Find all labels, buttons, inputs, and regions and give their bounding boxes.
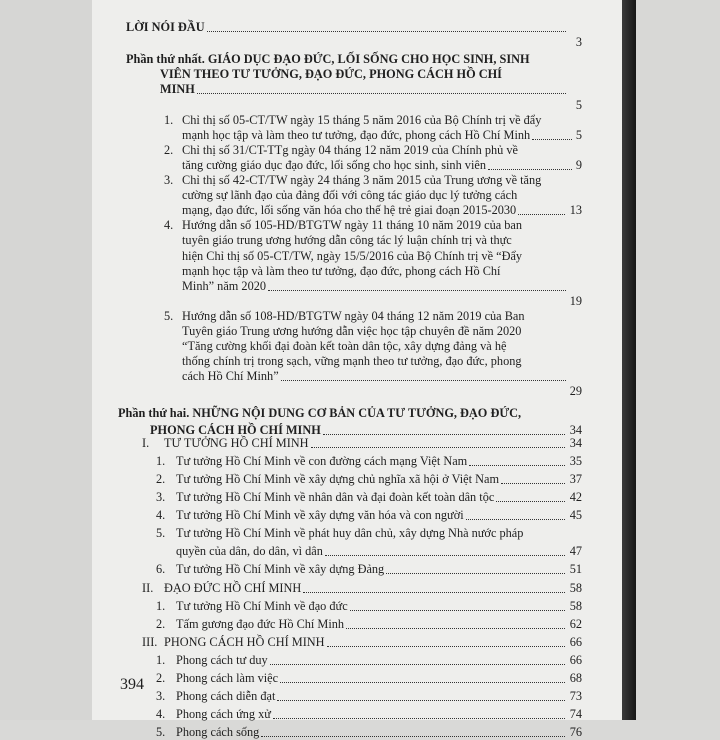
item-text: Minh” năm 2020	[182, 278, 267, 293]
part2-heading: Phần thứ hai. NHỮNG NỘI DUNG CƠ BẢN CỦA TƯ TƯỞNG, ĐẠO ĐỨC,	[118, 405, 522, 420]
item-text: thống chính trị trong sạch, vững mạnh theo tư tưởng, đạo đức, phong	[182, 354, 522, 369]
dot-leader	[346, 627, 565, 629]
item-text: hiện Chỉ thị số 05-CT/TW, ngày 15/5/2016 của Bộ Chính trị về “Đẩy	[182, 248, 523, 263]
item-number: 2.	[156, 616, 166, 631]
item-number: 3.	[156, 490, 166, 504]
item-text: Tư tưởng Hồ Chí Minh về con đường cách mạng Việt Nam	[176, 453, 468, 468]
item-text: mạnh học tập và làm theo tư tưởng, đạo đức, phong cách Hồ Chí	[182, 263, 501, 278]
page-number: 394	[120, 676, 144, 693]
dot-leader	[270, 663, 565, 665]
page-ref: 76	[569, 725, 582, 740]
section-number: II.	[142, 580, 154, 595]
page-ref: 68	[569, 671, 582, 685]
item-text: Tư tưởng Hồ Chí Minh về xây dựng Đảng	[176, 562, 385, 577]
page-ref: 5	[575, 97, 582, 112]
part1-heading: VIÊN THEO TƯ TƯỞNG, ĐẠO ĐỨC, PHONG CÁCH HỒ CHÍ	[160, 67, 502, 82]
dot-leader	[311, 446, 565, 448]
item-number: 4.	[156, 707, 166, 722]
page-ref: 66	[569, 634, 582, 649]
right-background	[636, 0, 720, 720]
item-text: mạng, đạo đức, lối sống văn hóa cho thế hệ trẻ giai đoạn 2015-2030	[182, 203, 517, 218]
part2-heading: PHONG CÁCH HỒ CHÍ MINH	[150, 422, 321, 437]
item-number: 5.	[156, 725, 166, 740]
item-number: 6.	[156, 562, 166, 577]
page-ref: 62	[569, 616, 582, 631]
dot-leader	[350, 609, 565, 611]
item-text: tăng cường giáo dục đạo đức, lối sống cho học sinh, sinh viên	[182, 157, 486, 172]
item-text: Chỉ thị số 05-CT/TW ngày 15 tháng 5 năm 2016 của Bộ Chính trị về đẩy	[182, 112, 542, 127]
item-text: Tư tưởng Hồ Chí Minh về xây dựng văn hóa và con người	[176, 508, 464, 523]
item-text: Phong cách sống	[176, 725, 260, 740]
part1-heading: MINH	[160, 82, 195, 97]
item-number: 1.	[156, 652, 166, 667]
item-number: 5.	[164, 308, 174, 323]
dot-leader	[261, 735, 565, 737]
item-text: mạnh học tập và làm theo tư tưởng, đạo đức, phong cách Hồ Chí Minh	[182, 127, 531, 142]
item-number: 2.	[156, 671, 166, 685]
dot-leader	[303, 591, 565, 593]
item-text: Phong cách ứng xử	[176, 707, 271, 722]
foreword-entry: LỜI NÓI ĐẦU	[126, 20, 205, 34]
dot-leader	[268, 289, 566, 291]
item-text: Tấm gương đạo đức Hồ Chí Minh	[176, 616, 345, 631]
item-text: Hướng dẫn số 105-HD/BTGTW ngày 11 tháng 10 năm 2019 của ban	[182, 218, 523, 233]
item-text: Phong cách tư duy	[176, 652, 268, 667]
item-text: Tư tưởng Hồ Chí Minh về phát huy dân chủ, xây dựng Nhà nước pháp	[176, 526, 524, 541]
dot-leader	[386, 572, 565, 574]
item-text: Tư tưởng Hồ Chí Minh về xây dựng chủ nghĩa xã hội ở Việt Nam	[176, 471, 500, 486]
section-title: ĐẠO ĐỨC HỒ CHÍ MINH	[164, 580, 302, 595]
page-ref: 5	[575, 127, 582, 142]
item-number: 1.	[156, 598, 166, 613]
page-ref: 37	[569, 471, 582, 486]
item-text: Hướng dẫn số 108-HD/BTGTW ngày 04 tháng 12 năm 2019 của Ban	[182, 308, 525, 323]
item-number: 1.	[156, 453, 166, 468]
page-ref: 34	[569, 435, 582, 450]
dot-leader	[325, 554, 565, 556]
item-text: Phong cách làm việc	[176, 671, 279, 685]
page-ref: 45	[569, 508, 582, 523]
section-title: TƯ TƯỞNG HỒ CHÍ MINH	[164, 435, 309, 450]
page-ref: 42	[569, 490, 582, 504]
page-ref: 58	[569, 580, 582, 595]
item-number: 2.	[156, 471, 166, 486]
item-text: Chỉ thị số 31/CT-TTg ngày 04 tháng 12 năm 2019 của Chính phủ về	[182, 142, 518, 157]
page-ref: 13	[569, 203, 582, 218]
dot-leader	[277, 699, 565, 701]
item-text: cường sự lãnh đạo của đảng đối với công tác giáo dục lý tưởng cách	[182, 188, 518, 203]
item-number: 4.	[156, 508, 166, 523]
item-text: “Tăng cường khối đại đoàn kết toàn dân tộc, xây dựng đảng và hệ	[182, 339, 507, 354]
item-text: Phong cách diễn đạt	[176, 689, 276, 704]
book-spine	[622, 0, 636, 720]
item-number: 3.	[164, 173, 174, 187]
section-number: I.	[142, 435, 150, 450]
item-number: 5.	[156, 526, 166, 541]
item-text: Tư tưởng Hồ Chí Minh về nhân dân và đại đoàn kết toàn dân tộc	[176, 490, 495, 504]
item-text: Tuyên giáo Trung ương hướng dẫn việc học tập chuyên đề năm 2020	[182, 324, 522, 338]
page-ref: 73	[569, 689, 582, 704]
page-ref: 29	[569, 384, 582, 399]
page-ref: 3	[575, 35, 582, 50]
item-number: 4.	[164, 218, 174, 233]
part1-heading: Phần thứ nhất. GIÁO DỤC ĐẠO ĐỨC, LỐI SỐNG CHO HỌC SINH, SINH	[126, 52, 530, 67]
section-number: III.	[142, 634, 158, 649]
item-text: Tư tưởng Hồ Chí Minh về đạo đức	[176, 598, 348, 613]
dot-leader	[327, 645, 565, 647]
section-title: PHONG CÁCH HỒ CHÍ MINH	[164, 634, 325, 649]
page-ref: 35	[569, 453, 582, 468]
page-ref: 34	[569, 422, 582, 437]
page-ref: 66	[569, 652, 582, 667]
dot-leader	[323, 433, 565, 435]
dot-leader	[273, 717, 565, 719]
item-text: quyền của dân, do dân, vì dân	[176, 544, 323, 559]
item-text: cách Hồ Chí Minh”	[182, 369, 279, 384]
item-number: 3.	[156, 689, 166, 704]
item-number: 2.	[164, 142, 174, 157]
page-ref: 19	[569, 293, 582, 308]
dot-leader	[280, 681, 565, 683]
page-ref: 51	[569, 562, 582, 577]
dot-leader	[281, 379, 566, 381]
item-number: 1.	[164, 112, 174, 127]
page-ref: 47	[569, 544, 582, 559]
page-ref: 9	[575, 157, 582, 172]
page-ref: 74	[569, 707, 582, 722]
dot-leader	[197, 92, 566, 94]
item-text: Chỉ thị số 42-CT/TW ngày 24 tháng 3 năm 2015 của Trung ương về tăng	[182, 173, 542, 187]
item-text: tuyên giáo trung ương hướng dẫn công tác lý luận chính trị và thực	[182, 233, 512, 248]
left-background	[0, 0, 92, 720]
dot-leader	[207, 30, 566, 32]
page-ref: 58	[569, 598, 582, 613]
